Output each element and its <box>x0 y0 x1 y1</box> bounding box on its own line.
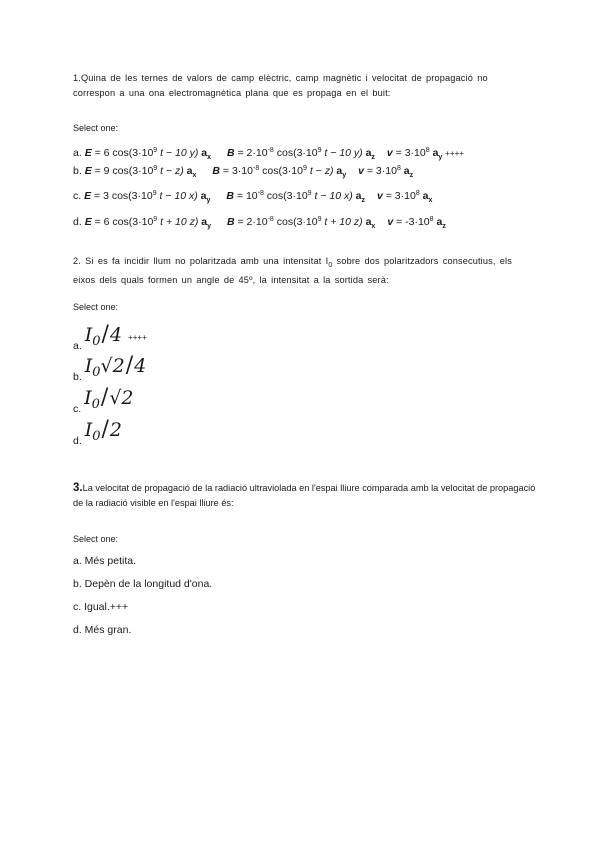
e-field: E = 9 $\cos(3\cdot 10^9$ t − z) $a_x$ <box>84 165 197 179</box>
select-one-label-q3: Select one: <box>73 534 119 544</box>
b-field: $B = 2\cdot 10^{-8}$ $\cos(3\cdot 10^9$ t + 10 z) $a_x$ <box>227 216 376 230</box>
q1-option-a[interactable] <box>73 147 464 159</box>
q1-option-d[interactable] <box>73 216 446 228</box>
q3-option-b[interactable]: b. Depèn de la longitud d'ona. <box>73 578 213 590</box>
correct-mark: ++++ <box>128 333 147 342</box>
q3-option-c[interactable]: c. Igual.+++ <box>73 601 129 613</box>
option-letter: d. <box>73 435 82 447</box>
select-one-label-q1: Select one: <box>73 123 119 133</box>
velocity: $v = 3\cdot 10^8$ $a_z$ <box>358 165 414 179</box>
question-2-post: sobre dos polaritzadors consecutius, els eixos dels quals formen un angle de 45º, la intensitat a la sortida serà: <box>73 256 512 285</box>
option-letter: a. <box>73 147 82 159</box>
question-2-text <box>73 254 533 288</box>
q3-option-d[interactable]: d. Més gran. <box>73 624 132 636</box>
question-1-text: 1.Quina de les ternes de valors de camp elèctric, camp magnètic i velocitat de propagació no correspon a una ona electromagnètica plana que es propaga en el buit: <box>73 73 488 98</box>
q3-option-a[interactable]: a. Més petita. <box>73 555 137 567</box>
velocity: $v = 3\cdot 10^8$ $a_x$ <box>376 190 433 204</box>
q2-option-d[interactable] <box>73 417 122 447</box>
correct-mark: ++++ <box>445 149 464 158</box>
option-letter: c. <box>73 190 82 202</box>
e-field: E = 6 $\cos(3\cdot 10^9$ t + 10 z) $a_y$ <box>84 216 211 230</box>
q2-option-c[interactable] <box>73 385 134 415</box>
question-2-sub: 0 <box>328 261 333 269</box>
option-letter: b. <box>73 371 82 383</box>
q2-option-a[interactable] <box>73 322 147 352</box>
question-3-body: La velocitat de propagació de la radiació ultraviolada en l'espai lliure comparada amb la velocitat de propagació de la radiació visible en l'espai lliure és: <box>73 483 536 508</box>
option-letter: a. <box>73 340 82 352</box>
formula-image: $I_0√2/4$ <box>84 353 147 380</box>
question-2-pre: 2. Si es fa incidir llum no polaritzada amb una intensitat I <box>73 256 329 266</box>
select-one-label-q2: Select one: <box>73 302 119 312</box>
q1-option-c[interactable] <box>73 190 432 202</box>
option-letter: b. <box>73 165 82 177</box>
formula-image: $I_0/4$ ++++ <box>84 322 147 349</box>
e-field: E = 3 $\cos(3\cdot 10^9$ t − 10 x) $a_y$ <box>84 190 211 204</box>
b-field: $B = 10^{-8}$ $\cos(3\cdot 10^9$ t − 10 x) $a_z$ <box>226 190 365 204</box>
b-field: $B = 3\cdot 10^{-8}$ $\cos(3\cdot 10^9$ t − z) $a_y$ <box>212 165 347 179</box>
question-3-number: 3. <box>73 482 83 494</box>
option-letter: c. <box>73 403 82 415</box>
q2-option-b[interactable] <box>73 353 147 383</box>
formula-image: $I_0/√2$ <box>84 385 134 412</box>
question-3-text <box>73 481 543 511</box>
e-field: E = 6 $\cos(3\cdot 10^9$ t − 10 y) $a_x$ <box>84 147 211 161</box>
velocity: $v = -3\cdot 10^8$ $a_z$ <box>387 216 446 230</box>
option-letter: d. <box>73 216 82 228</box>
formula-image: $I_0/2$ <box>84 417 122 444</box>
q1-option-b[interactable] <box>73 165 413 177</box>
velocity: $v = 3\cdot 10^8$ $a_y$ <box>386 147 443 161</box>
b-field: $B = 2\cdot 10^{-8}$ $\cos(3\cdot 10^9$ t − 10 y) $a_z$ <box>227 147 375 161</box>
